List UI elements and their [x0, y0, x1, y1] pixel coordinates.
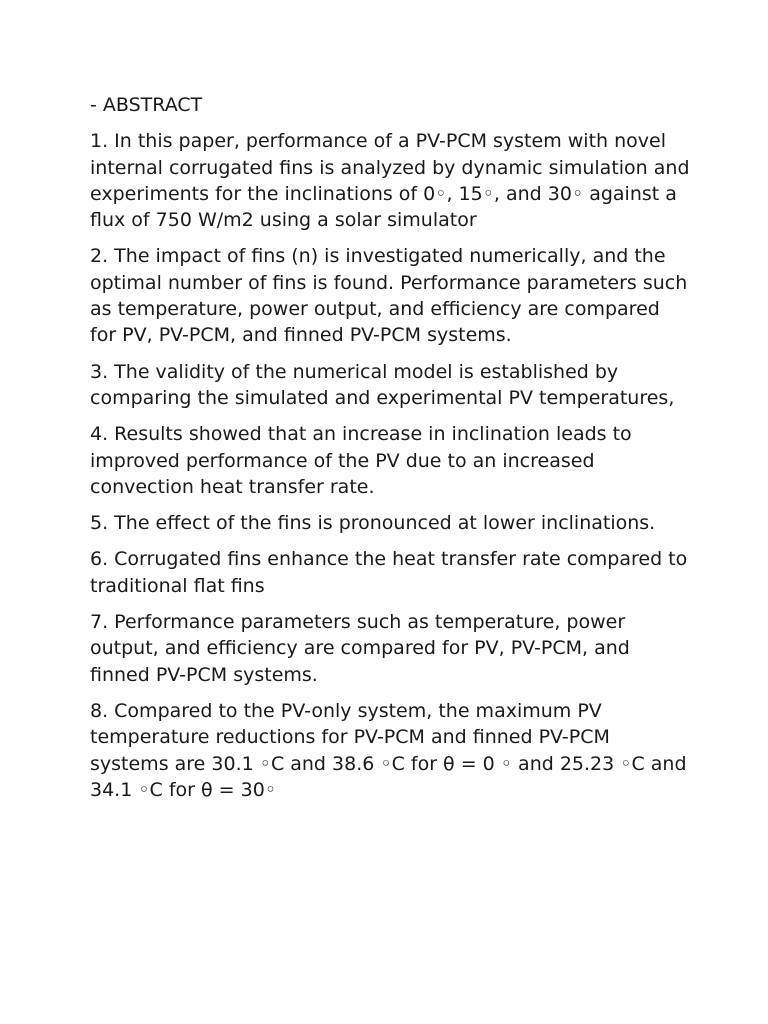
document-body [90, 92, 690, 813]
abstract-point-2: 2. The impact of fins (n) is investigated numerically, and the optimal number of fins is found. Performance parameters such as temperature, power output, and efficiency are compared for PV, PV-PCM, and finned PV-PCM systems. [90, 245, 688, 347]
abstract-heading: - ABSTRACT [90, 94, 203, 116]
abstract-point-4: 4. Results showed that an increase in inclination leads to improved performance of the PV due to an increased convection heat transfer rate. [90, 423, 632, 498]
abstract-point-1: 1. In this paper, performance of a PV-PCM system with novel internal corrugated fins is analyzed by dynamic simulation and experiments for the inclinations of 0◦, 15◦, and 30◦ against a flux of 750 W/m2 using a solar simulator [90, 130, 690, 232]
abstract-point-7: 7. Performance parameters such as temperature, power output, and efficiency are compared for PV, PV-PCM, and finned PV-PCM systems. [90, 611, 630, 686]
abstract-point-5: 5. The effect of the fins is pronounced at lower inclinations. [90, 512, 656, 535]
abstract-point-3: 3. The validity of the numerical model is established by comparing the simulated and experimental PV temperatures, [90, 360, 675, 409]
abstract-point-6: 6. Corrugated fins enhance the heat transfer rate compared to traditional flat fins [90, 548, 688, 597]
abstract-point-8: 8. Compared to the PV-only system, the maximum PV temperature reductions for PV-PCM and finned PV-PCM systems are 30.1 ◦C and 38.6 ◦C for θ = 0 ◦ and 25.23 ◦C and 34.1 ◦C for θ = 30◦ [90, 699, 687, 801]
